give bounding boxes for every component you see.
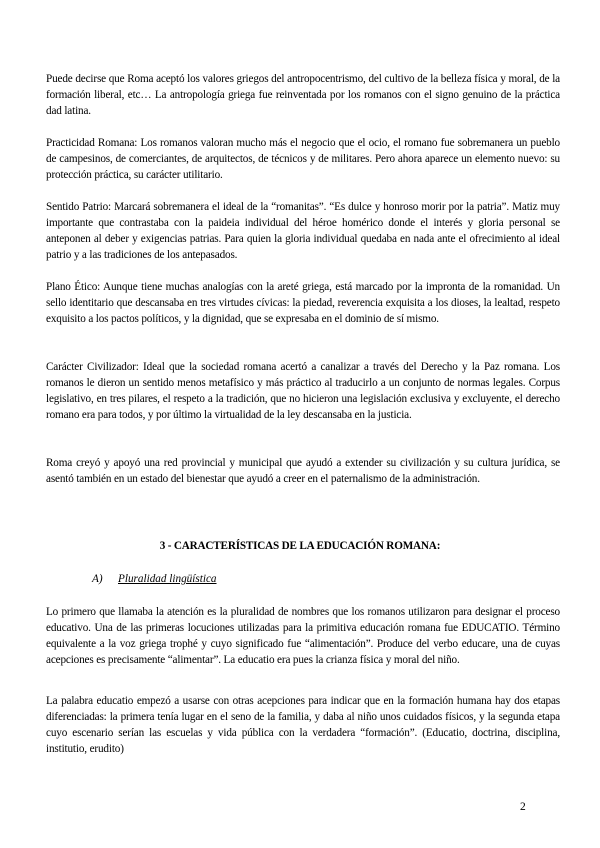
subheading-letter: A) <box>92 573 103 585</box>
page-number: 2 <box>520 801 526 813</box>
paragraph-caracter-civilizador: Carácter Civilizador: Ideal que la sociedad romana acertó a canalizar a través del Derecho y la Paz romana. Los romanos le dieron un sentido menos metafísico y más práctico al traducirlo a un conjunto de normas legales. Corpus legislativo, en tres pilares, el respeto a la tradición, que no hicieron una legislación exclusiva y excluyente, el derecho romano era para todos, y por último la virtualidad de la ley descansaba en la justicia. <box>46 361 560 421</box>
section-heading: 3 - CARACTERÍSTICAS DE LA EDUCACIÓN ROMANA: <box>159 540 441 552</box>
subheading-title: Pluralidad lingüística <box>118 573 217 585</box>
paragraph-educatio-acepciones: La palabra educatio empezó a usarse con otras acepciones para indicar que en la formación humana hay dos etapas diferenciadas: la primera tenía lugar en el seno de la familia, y daba al niño unos cuidados físicos, y la segunda etapa cuyo escenario serían las escuelas y vida pública con la verdadera “formación”. (Educatio, doctrina, disciplina, institutio, erudito) <box>46 695 560 755</box>
paragraph-practicidad-romana: Practicidad Romana: Los romanos valoran mucho más el negocio que el ocio, el romano fue sobremanera un pueblo de campesinos, de comerciantes, de arquitectos, de técnicos y de militares. Pero ahora aparece un elemento nuevo: su protección práctica, su carácter utilitario. <box>46 137 560 181</box>
paragraph-plano-etico: Plano Ético: Aunque tiene muchas analogías con la areté griega, está marcado por la impronta de la romanidad. Un sello identitario que descansaba en tres virtudes cívicas: la piedad, reverencia exquisita a los dioses, la lealtad, respeto exquisito a los pactos políticos, y la dignidad, que se expresaba en el dominio de sí mismo. <box>46 281 560 325</box>
paragraph-roman-acceptance: Puede decirse que Roma aceptó los valores griegos del antropocentrismo, del cultivo de la belleza física y moral, de la formación liberal, etc… La antropología griega fue reinventada por los romanos con el signo genuino de la práctica dad latina. <box>46 73 560 117</box>
paragraph-pluralidad-nombres: Lo primero que llamaba la atención es la pluralidad de nombres que los romanos utilizaron para designar el proceso educativo. Una de las primeras locuciones utilizadas para la primitiva educación romana fue EDUCATIO. Término equivalente a la voz griega trophé y cuyo significado fue “alimentación”. Produce del verbo educare, una de cuyas acepciones es precisamente “alimentar”. La educatio era pues la crianza física y moral del niño. <box>46 606 560 666</box>
subheading <box>92 571 217 587</box>
paragraph-roma-red-provincial: Roma creyó y apoyó una red provincial y municipal que ayudó a extender su civilización y su cultura jurídica, se asentó también en un estado del bienestar que ayudó a creer en el paternalismo de la administración. <box>46 457 560 485</box>
paragraph-sentido-patrio: Sentido Patrio: Marcará sobremanera el ideal de la “romanitas”. “Es dulce y honroso morir por la patria”. Matiz muy importante que contrastaba con la paideia individual del héroe homérico donde el interés y gloria personal se anteponen al deber y exigencias patrias. Para quien la gloria individual quedaba en nada ante el ofrecimiento al ideal patrio y a las tradiciones de los antepasados. <box>46 201 560 261</box>
